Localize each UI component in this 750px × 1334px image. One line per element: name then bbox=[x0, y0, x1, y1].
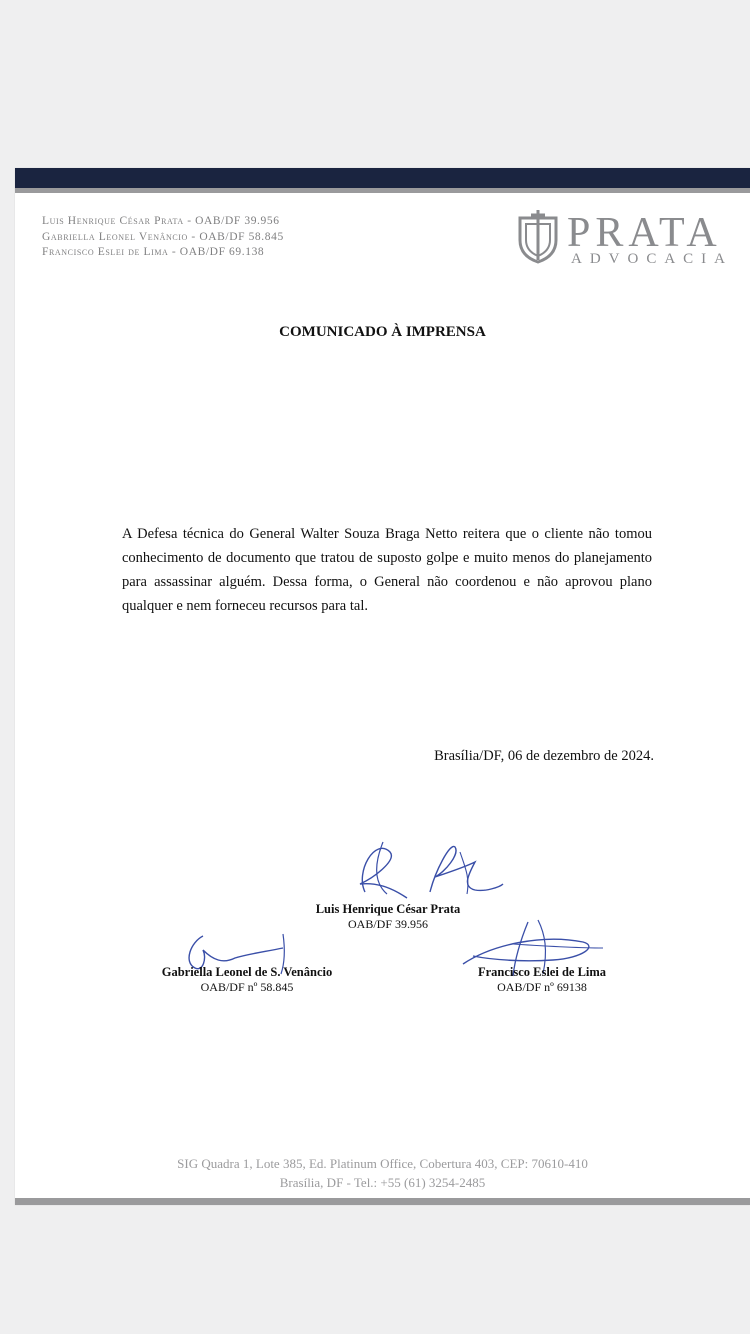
lawyer-name: Luis Henrique César Prata - OAB/DF 39.956 bbox=[42, 215, 280, 227]
signature-block bbox=[462, 965, 622, 995]
footer-address bbox=[15, 1154, 750, 1192]
signer-oab: OAB/DF 39.956 bbox=[347, 917, 428, 931]
document-body: A Defesa técnica do General Walter Souza Braga Netto reitera que o cliente não tomou conhecimento de documento que tratou de suposto golpe e muito menos do planejamento para assassinar alguém. Dessa forma, o General não coordenou e não aprovou plano qualquer e nem forneceu recursos para tal. bbox=[122, 526, 652, 614]
logo-subtitle: ADVOCACIA bbox=[571, 251, 733, 267]
signer-name: Gabriella Leonel de S. Venâncio bbox=[161, 965, 333, 979]
document-page bbox=[15, 168, 750, 1205]
logo-name: PRATA bbox=[567, 210, 722, 256]
signer-oab: OAB/DF nº 58.845 bbox=[200, 980, 294, 994]
lawyers-list bbox=[42, 214, 284, 261]
lawyer-name: Francisco Eslei de Lima - OAB/DF 69.138 bbox=[42, 246, 265, 258]
signer-oab: OAB/DF nº 69138 bbox=[497, 980, 587, 994]
signature-block bbox=[137, 965, 357, 995]
address-line: Brasília, DF - Tel.: +55 (61) 3254-2485 bbox=[279, 1175, 486, 1190]
header-rule bbox=[15, 188, 750, 193]
dateline: Brasília/DF, 06 de dezembro de 2024. bbox=[434, 748, 654, 764]
document-title: COMUNICADO À IMPRENSA bbox=[279, 324, 486, 340]
signature-prata bbox=[335, 832, 515, 912]
shield-sword-icon bbox=[517, 210, 559, 264]
signer-name: Luis Henrique César Prata bbox=[315, 902, 461, 916]
signer-name: Francisco Eslei de Lima bbox=[477, 965, 607, 979]
header-band bbox=[15, 168, 750, 188]
firm-logo bbox=[515, 208, 735, 268]
address-line: SIG Quadra 1, Lote 385, Ed. Platinum Office, Cobertura 403, CEP: 70610-410 bbox=[177, 1156, 588, 1171]
lawyer-name: Gabriella Leonel Venâncio - OAB/DF 58.845 bbox=[42, 230, 284, 243]
footer-rule bbox=[15, 1198, 750, 1205]
